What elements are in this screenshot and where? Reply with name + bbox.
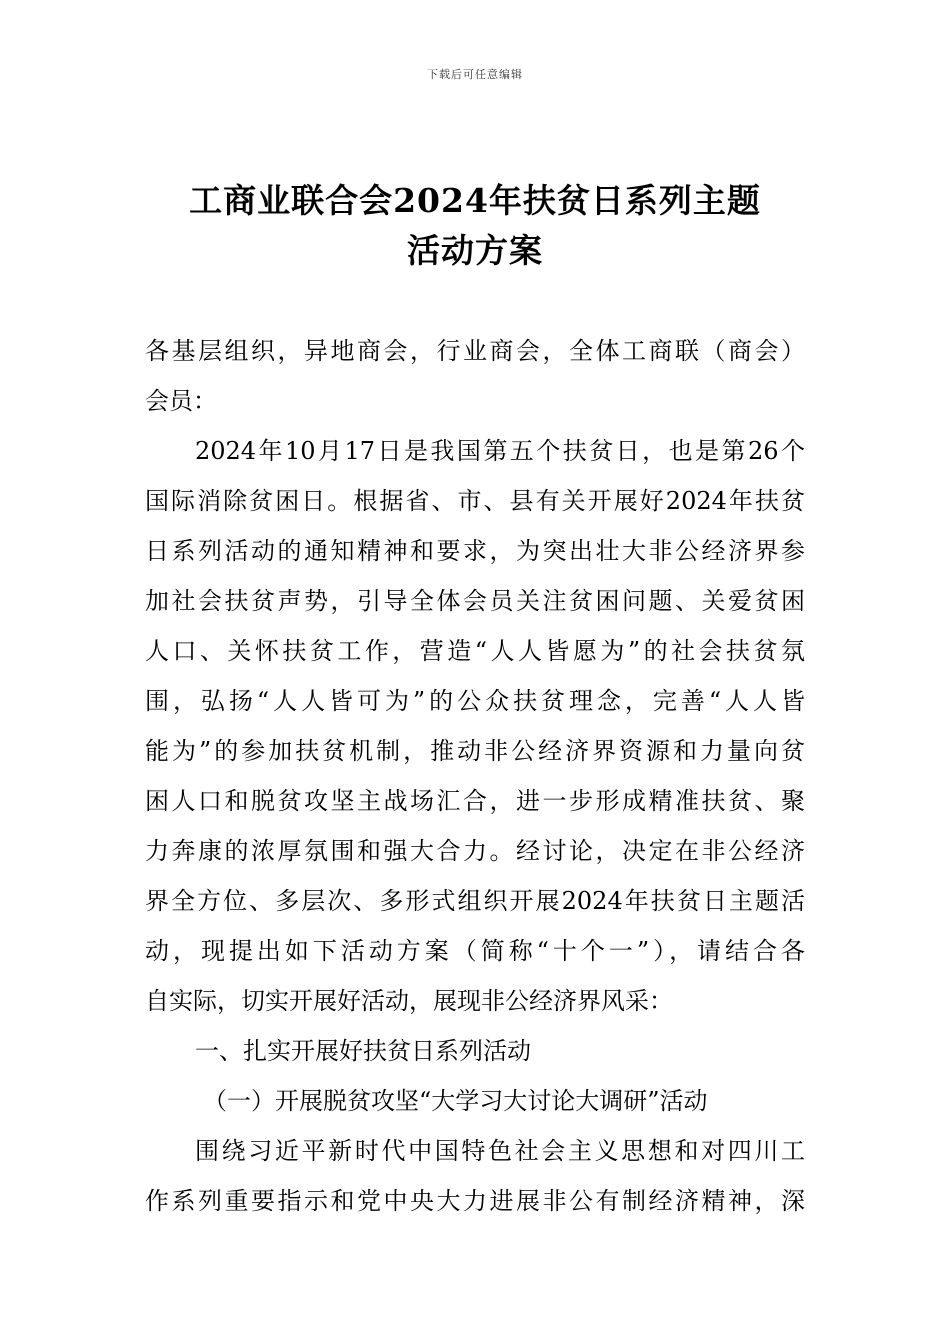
title-line-1: 工商业联合会2024年扶贫日系列主题 (189, 181, 761, 220)
body-line: 能为”的参加扶贫机制，推动非公经济界资源和力量向贫 (145, 737, 805, 765)
body-line: 动，现提出如下活动方案（简称“十个一”），请结合各 (145, 937, 805, 965)
body-line: 会员： (145, 387, 217, 415)
section-heading: 一、扎实开展好扶贫日系列活动 (195, 1037, 531, 1065)
body-line: 力奔康的浓厚氛围和强大合力。经讨论，决定在非公经济 (145, 837, 805, 865)
body-line: 围，弘扬“人人皆可为”的公众扶贫理念，完善“人人皆 (145, 687, 805, 715)
body-line: 2024年10月17日是我国第五个扶贫日，也是第26个 (195, 437, 805, 465)
subsection-heading: （一）开展脱贫攻坚“大学习大讨论大调研”活动 (203, 1087, 708, 1115)
body-line: 国际消除贫困日。根据省、市、县有关开展好2024年扶贫 (145, 487, 805, 515)
body-line: 人口、关怀扶贫工作，营造“人人皆愿为”的社会扶贫氛 (145, 637, 805, 665)
body-line: 自实际，切实开展好活动，展现非公经济界风采： (145, 987, 673, 1015)
title-line-2: 活动方案 (407, 231, 543, 270)
body-line: 困人口和脱贫攻坚主战场汇合，进一步形成精准扶贫、聚 (145, 787, 805, 815)
body-line: 日系列活动的通知精神和要求，为突出壮大非公经济界参 (145, 537, 805, 565)
body-line: 界全方位、多层次、多形式组织开展2024年扶贫日主题活 (145, 887, 805, 915)
document-title (0, 176, 950, 276)
body-line: 各基层组织，异地商会，行业商会，全体工商联（商会） (145, 337, 805, 365)
header-note: 下载后可任意编辑 (427, 68, 523, 81)
body-line: 加社会扶贫声势，引导全体会员关注贫困问题、关爱贫困 (145, 587, 805, 615)
body-line: 围绕习近平新时代中国特色社会主义思想和对四川工 (195, 1137, 805, 1165)
body-line: 作系列重要指示和党中央大力进展非公有制经济精神，深 (145, 1187, 805, 1215)
document-body (145, 326, 805, 1226)
